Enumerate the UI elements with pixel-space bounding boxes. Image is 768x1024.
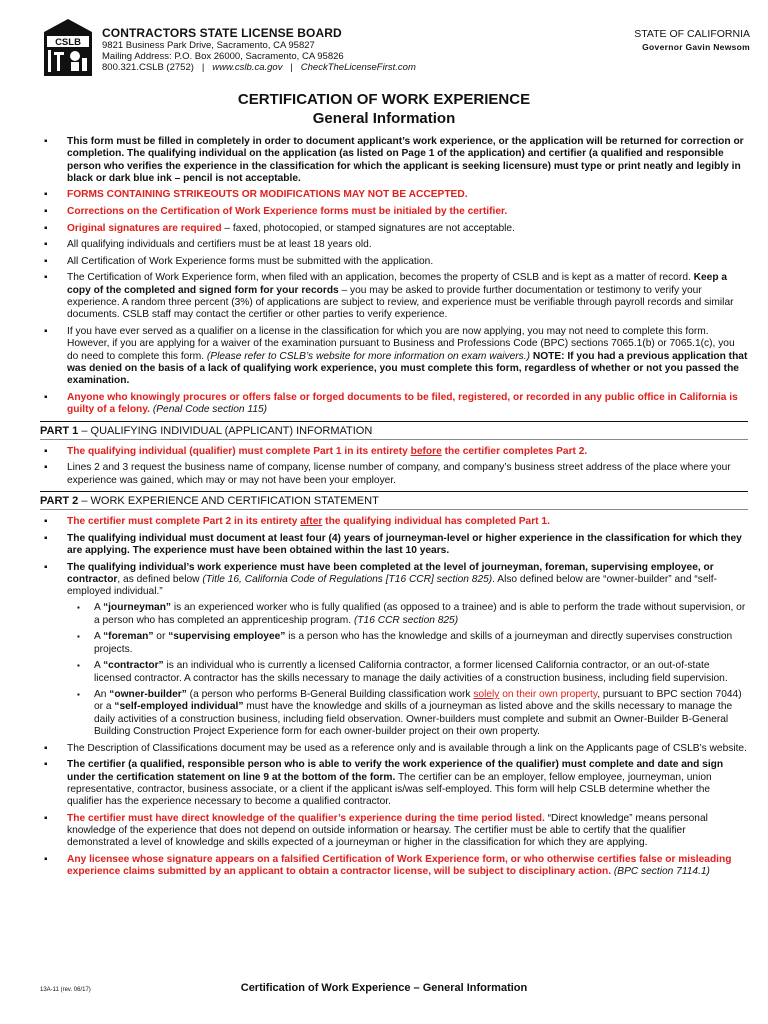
list-item: ▪ If you have ever served as a qualifier on a license in the classification for which you are now applying, you may not need to complete this form. However, if you are applying for a waiver of the examination pursuant to Business and Professions Code (BPC) sections 7065.1(b) or 7065.1(c), you do need to complete this form. (Please refer to CSLB’s website for more information on exam waivers.) NOTE: If you had a previous application that was denied on the basis of a lack of qualifying work experience, you must complete this form, regardless of whether or not you passed the examination. [40,326,748,387]
separator: | [201,62,205,73]
page-subtitle: General Information [312,110,456,127]
general-info-list [40,136,748,416]
document-body [40,136,748,883]
list-item: ▪ FORMS CONTAINING STRIKEOUTS OR MODIFICATIONS MAY NOT BE ACCEPTED. [40,189,748,201]
contact-line [102,62,416,73]
form-code: 13A-11 (rev. 06/17) [40,987,91,993]
logo-text: CSLB [55,37,81,48]
list-item: ▪ The certifier must have direct knowledge of the qualifier’s experience during the time period listed. “Direct knowledge” means personal knowledge of the experience that does not depend on outside information or hearsay. The certifier must be able to certify that the qualifier demonstrated a level of knowledge and skills expected of a journeyman or higher in the classification for which they are applying. [40,813,748,850]
governor-name: Governor Gavin Newsom [642,42,750,52]
footer-title: Certification of Work Experience – General Information [240,982,528,994]
list-item: ▪ Anyone who knowingly procures or offers false or forged documents to be filed, registered, or recorded in any public office in California is guilty of a felony. (Penal Code section 115) [40,392,748,417]
org-info [102,27,416,73]
part2-list [40,516,748,878]
cslb-logo [40,18,96,80]
list-item: ▪ Original signatures are required – faxed, photocopied, or stamped signatures are not acceptable. [40,223,748,235]
page-title: CERTIFICATION OF WORK EXPERIENCE [237,91,531,108]
separator: | [290,62,293,73]
website-link[interactable]: www.cslb.ca.gov [212,62,283,73]
list-item: ▪ The Certification of Work Experience form, when filed with an application, becomes the property of CSLB and is kept as a matter of record. Keep a copy of the completed and signed form for your records – you may be asked to provide further documentation or testimony to verify your experience. A random three percent (3%) of applications are subject to review, and experience must be verifiable through payroll records and similar documents. CSLB staff may contact the certifier or other parties to verify experience. [40,272,748,321]
mailing-address: Mailing Address: P.O. Box 26000, Sacramento, CA 95826 [102,51,344,62]
state-name: STATE OF CALIFORNIA [634,28,750,40]
list-item: ▪ The Description of Classifications document may be used as a reference only and is available through a link on the Applicants page of CSLB’s website. [40,743,748,755]
list-item: ▪ The qualifying individual’s work experience must have been completed at the level of journeyman, foreman, supervising employee, or contractor, as defined below (Title 16, California Code of Regulations [T16 CCR] section 825). Also defined below are “owner-builder” and “self-employed individual.” ▪ A “journeyman” is an experienced worker who is fully qualified (as opposed to a trainee) and is able to perform the trade without supervision, or a person who has completed an apprenticeship program. (T16 CCR section 825) ▪ A “foreman” or “supervising employee” is a person who has the knowledge and skills of a journeyman and directly supervises construction projects. ▪ A “contractor” is an individual who is currently a licensed California contractor, a former licensed California contractor, or an out-of-state licensed contractor. A contractor has the skills necessary to manage the daily activities of a construction business, including field supervision. ▪ An “owner-builder” (a person who performs B-General Building classification work solely on their own property, pursuant to BPC section 7044) or a “self-employed individual” must have the knowledge and skills of a journeyman as listed above and the skills necessary to manage the daily activities of a construction business, including field observation. Owner-builders must complete and submit an Owner-Builder B-General Building Construction Project Experience form for each owner-builder project on their own property. [40,562,748,739]
list-item: ▪ A “foreman” or “supervising employee” is a person who has the knowledge and skills of a journeyman and directly supervises construction projects. [67,631,748,656]
list-item: ▪ All Certification of Work Experience forms must be submitted with the application. [40,256,748,268]
definitions-list [67,602,748,738]
list-item: ▪ All qualifying individuals and certifiers must be at least 18 years old. [40,239,748,251]
state-info [634,28,750,53]
list-item: ▪ The certifier must complete Part 2 in its entirety after the qualifying individual has completed Part 1. [40,516,748,528]
part2-heading: PART 2 – WORK EXPERIENCE AND CERTIFICATION STATEMENT [40,491,748,510]
street-address: 9821 Business Park Drive, Sacramento, CA 95827 [102,40,315,51]
list-item: ▪ An “owner-builder” (a person who performs B-General Building classification work solely on their own property, pursuant to BPC section 7044) or a “self-employed individual” must have the knowledge and skills of a journeyman as listed above and the skills necessary to manage the daily activities of a construction business, including field observation. Owner-builders must complete and submit an Owner-Builder B-General Building Construction Project Experience form for each owner-builder project on their own property. [67,689,748,738]
part1-heading: PART 1 – QUALIFYING INDIVIDUAL (APPLICANT) INFORMATION [40,421,748,440]
check-license-link[interactable]: CheckTheLicenseFirst.com [300,62,416,73]
letterhead [40,18,752,80]
part1-list [40,446,748,487]
list-item: ▪ Lines 2 and 3 request the business name of company, license number of company, and company’s business street address of the place where your experience was gained, which may or may not have been your employer. [40,462,748,487]
list-item: ▪ The qualifying individual (qualifier) must complete Part 1 in its entirety before the certifier completes Part 2. [40,446,748,458]
list-item: ▪ The certifier (a qualified, responsible person who is able to verify the work experience of the qualifier) must complete and date and sign under the certification statement on line 9 at the bottom of the form. The certifier can be an employer, fellow employee, journeyman, union representative, contractor, business associate, or a client if the applicant is/was self-employed. This form will help CSLB determine whether the qualifier has the experience necessary to become a qualified contractor. [40,759,748,808]
list-item: ▪ A “contractor” is an individual who is currently a licensed California contractor, a former licensed California contractor, or an out-of-state licensed contractor. A contractor has the skills necessary to manage the daily activities of a construction business, including field supervision. [67,660,748,685]
org-name: CONTRACTORS STATE LICENSE BOARD [102,26,342,40]
list-item: ▪ A “journeyman” is an experienced worker who is fully qualified (as opposed to a trainee) and is able to perform the trade without supervision, or a person who has completed an apprenticeship program. (T16 CCR section 825) [67,602,748,627]
list-item: ▪ This form must be filled in completely in order to document applicant’s work experience, or the application will be returned for correction or completion. The qualifying individual on the application (as listed on Page 1 of the application) and certifier (a qualified and responsible person who verifies the experience in the classification for which the applicant is seeking licensure) must type or print neatly and legibly in black or dark blue ink – pencil is not acceptable. [40,136,748,185]
list-item: ▪ Any licensee whose signature appears on a falsified Certification of Work Experience form, or who otherwise certifies false or misleading experience claims submitted by an applicant to obtain a contractor license, will be subject to disciplinary action. (BPC section 7114.1) [40,854,748,879]
list-item: ▪ Corrections on the Certification of Work Experience forms must be initialed by the certifier. [40,206,748,218]
list-item: ▪ The qualifying individual must document at least four (4) years of journeyman-level or higher experience in the classification for which they are applying. The experience must have been obtained within the last 10 years. [40,533,748,558]
phone-number: 800.321.CSLB (2752) [102,62,194,73]
